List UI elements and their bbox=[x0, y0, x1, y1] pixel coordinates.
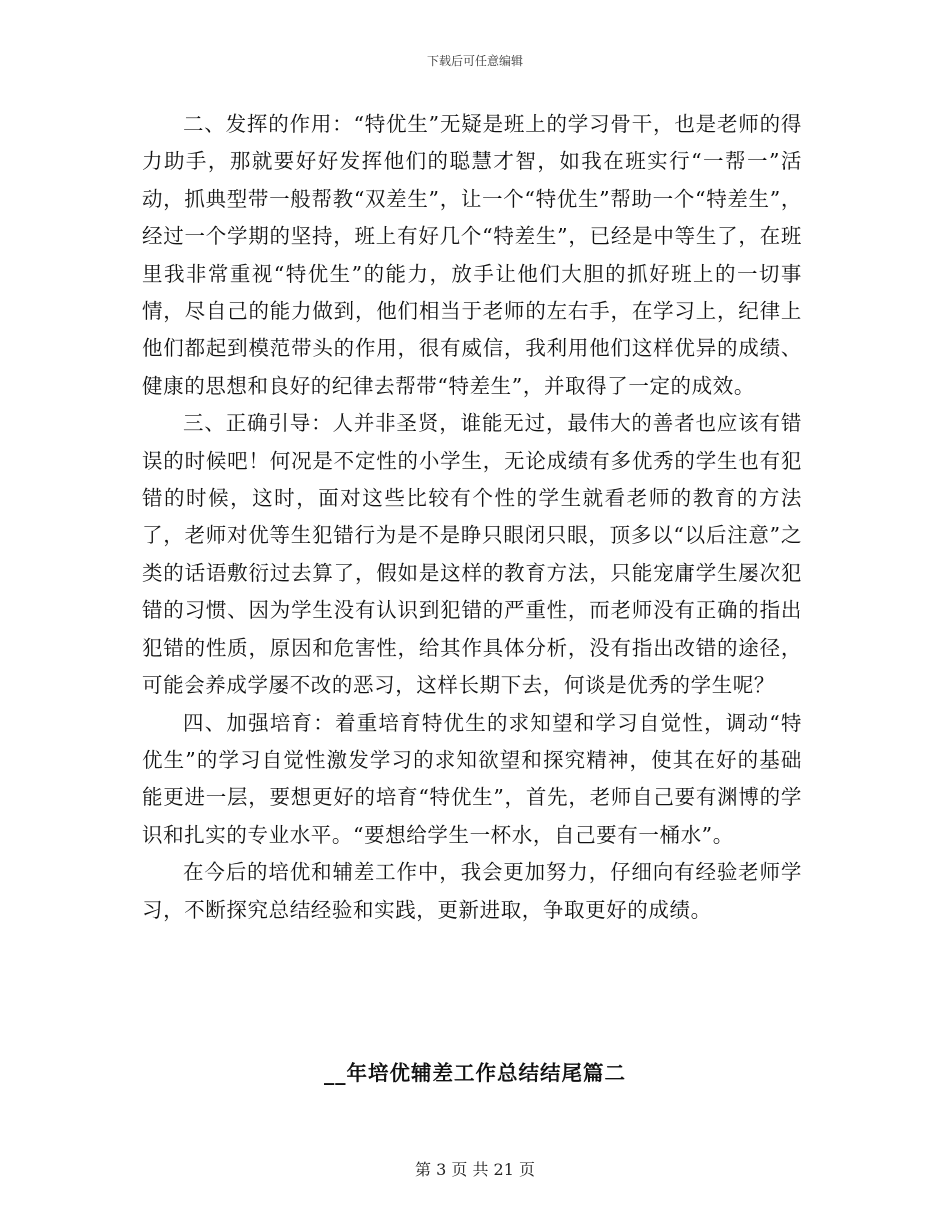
paragraph-conclusion: 在今后的培优和辅差工作中，我会更加努力，仔细向有经验老师学习，不断探究总结经验和实践，更新进取，争取更好的成绩。 bbox=[142, 860, 802, 922]
paragraph-correct-guidance: 三、正确引导：人并非圣贤，谁能无过，最伟大的善者也应该有错误的时候吧！何况是不定性的小学生，无论成绩有多优秀的学生也有犯错的时候，这时，面对这些比较有个性的学生就看老师的教育的方法了，老师对优等生犯错行为是不是睁只眼闭只眼，顶多以“以后注意”之类的话语敷衍过去算了，假如是这样的教育方法，只能宠庸学生屡次犯错的习惯、因为学生没有认识到犯错的严重性，而老师没有正确的指出犯错的性质，原因和危害性，给其作具体分析，没有指出改错的途径，可能会养成学屡不改的恶习，这样长期下去，何谈是优秀的学生呢？ bbox=[142, 411, 802, 698]
page-header: 下载后可任意编辑 bbox=[426, 54, 523, 68]
paragraph-role-of-top-students: 二、发挥的作用：“特优生”无疑是班上的学习骨干，也是老师的得力助手，那就要好好发挥他们的聪慧才智，如我在班实行“一帮一”活动，抓典型带一般帮教“双差生”，让一个“特优生”帮助一个“特差生”，经过一个学期的坚持，班上有好几个“特差生”，已经是中等生了，在班里我非常重视“特优生”的能力，放手让他们大胆的抓好班上的一切事情，尽自己的能力做到，他们相当于老师的左右手，在学习上，纪律上他们都起到模范带头的作用，很有威信，我利用他们这样优异的成绩、健康的思想和良好的纪律去帮带“特差生”，并取得了一定的成效。 bbox=[142, 112, 802, 398]
paragraph-strengthen-cultivation: 四、加强培育：着重培育特优生的求知望和学习自觉性，调动“特优生”的学习自觉性激发学习的求知欲望和探究精神，使其在好的基础能更进一层，要想更好的培育“特优生”，首先，老师自己要有渊博的学识和扎实的专业水平。“要想给学生一杯水，自己要有一桶水”。 bbox=[142, 710, 802, 847]
page-footer: 第 3 页 共 21 页 bbox=[415, 1160, 535, 1179]
document-body bbox=[142, 106, 802, 929]
section-heading: __年培优辅差工作总结结尾篇二 bbox=[324, 1061, 626, 1085]
